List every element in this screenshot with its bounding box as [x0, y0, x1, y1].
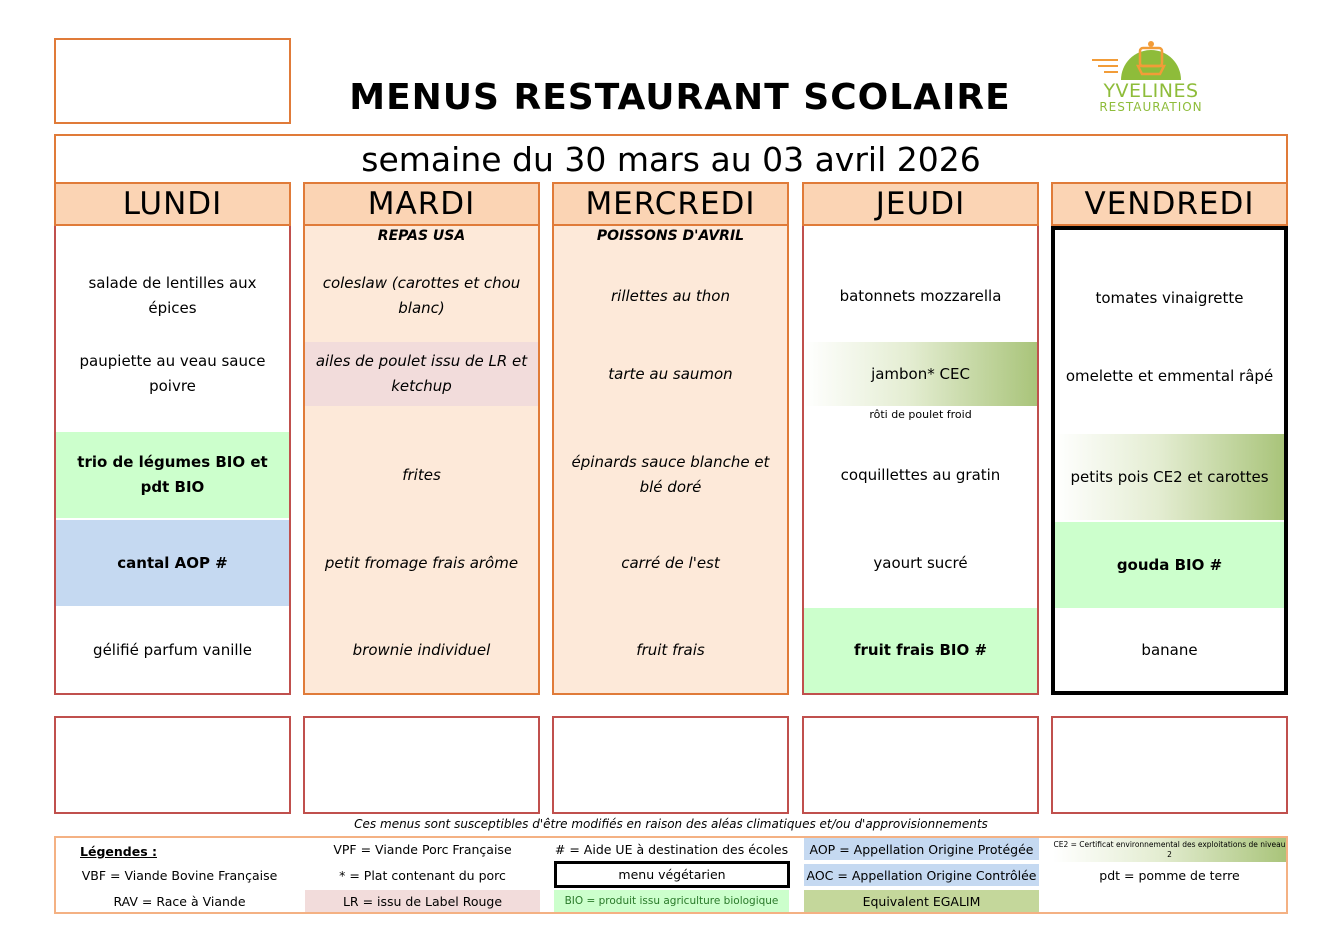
menu-side: trio de légumes BIO et pdt BIO — [56, 432, 289, 518]
day-header-jeudi: JEUDI — [802, 182, 1039, 226]
menu-dessert: gélifié parfum vanille — [93, 640, 252, 659]
legend — [54, 836, 1288, 914]
day-header-mardi: MARDI — [303, 182, 540, 226]
empty-note-box — [303, 716, 540, 814]
day-column-jeudi — [802, 226, 1039, 695]
legend-porc: * = Plat contenant du porc — [339, 867, 506, 883]
day-header-vendredi: VENDREDI — [1051, 182, 1288, 226]
menu-main: paupiette au veau sauce poivre — [79, 352, 266, 395]
yvelines-restauration-logo — [1088, 28, 1214, 120]
legend-rav: RAV = Race à Viande — [113, 893, 246, 909]
disclaimer: Ces menus sont susceptibles d'être modifiés en raison des aléas climatiques et/ou d'approvisionnements — [354, 817, 988, 831]
day-theme: POISSONS D'AVRIL — [596, 228, 745, 244]
empty-note-box — [1051, 716, 1288, 814]
menu-main: omelette et emmental râpé — [1065, 366, 1274, 385]
day-column-vendredi — [1051, 226, 1288, 695]
legend-egalim: Equivalent EGALIM — [804, 890, 1039, 912]
legend-vpf: VPF = Viande Porc Française — [333, 841, 512, 857]
legend-bio: BIO = produit issu agriculture biologique — [554, 890, 789, 912]
menu-main: tarte au saumon — [608, 364, 733, 383]
menu-dairy: petit fromage frais arôme — [324, 553, 519, 572]
empty-note-box — [54, 716, 291, 814]
empty-note-box — [552, 716, 789, 814]
legend-aide-ue: # = Aide UE à destination des écoles — [554, 841, 789, 857]
day-header-lundi: LUNDI — [54, 182, 291, 226]
menu-starter: coleslaw (carottes et chou blanc) — [322, 274, 521, 317]
menu-dessert: brownie individuel — [352, 640, 491, 659]
legend-menu-vegetarien: menu végétarien — [554, 861, 790, 888]
week-range: semaine du 30 mars au 03 avril 2026 — [54, 134, 1288, 184]
menu-main: jambon* CEC — [804, 342, 1037, 406]
menu-dairy: cantal AOP # — [56, 520, 289, 606]
menu-starter: salade de lentilles aux épices — [88, 274, 257, 317]
menu-main: ailes de poulet issu de LR et ketchup — [305, 342, 538, 406]
legend-title: Légendes : — [80, 843, 157, 859]
menu-starter: rillettes au thon — [610, 286, 730, 305]
menu-dessert: fruit frais BIO # — [804, 608, 1037, 693]
cloche-icon — [1088, 28, 1214, 84]
day-header-mercredi: MERCREDI — [552, 182, 789, 226]
menu-side: frites — [402, 465, 441, 484]
menu-starter: batonnets mozzarella — [839, 286, 1002, 305]
legend-vbf: VBF = Viande Bovine Française — [81, 867, 278, 883]
day-theme: REPAS USA — [377, 228, 466, 244]
legend-pdt: pdt = pomme de terre — [1099, 867, 1240, 883]
menu-dessert: fruit frais — [636, 640, 705, 659]
day-column-mercredi — [552, 226, 789, 695]
menu-side: épinards sauce blanche et blé doré — [571, 453, 770, 496]
day-column-mardi — [303, 226, 540, 695]
menu-side: coquillettes au gratin — [840, 465, 1001, 484]
menu-main-note: rôti de poulet froid — [869, 408, 972, 421]
menu-dairy: yaourt sucré — [873, 553, 968, 572]
empty-note-box — [802, 716, 1039, 814]
legend-lr: LR = issu de Label Rouge — [305, 890, 540, 912]
menu-dairy: gouda BIO # — [1055, 522, 1284, 608]
empty-header-box — [54, 38, 291, 124]
legend-aop: AOP = Appellation Origine Protégée — [804, 838, 1039, 860]
menu-starter: tomates vinaigrette — [1095, 288, 1244, 307]
day-column-lundi — [54, 226, 291, 695]
legend-aoc: AOC = Appellation Origine Contrôlée — [804, 864, 1039, 886]
menu-dessert: banane — [1141, 641, 1198, 659]
menu-side: petits pois CE2 et carottes — [1055, 434, 1284, 520]
page-title: MENUS RESTAURANT SCOLAIRE — [349, 77, 1011, 118]
menu-dairy: carré de l'est — [621, 553, 720, 572]
logo-text-restauration: RESTAURATION — [1099, 100, 1203, 114]
logo-text-yvelines: YVELINES — [1103, 80, 1199, 102]
legend-ce2: CE2 = Certificat environnemental des exploitations de niveau 2 — [1053, 838, 1286, 862]
